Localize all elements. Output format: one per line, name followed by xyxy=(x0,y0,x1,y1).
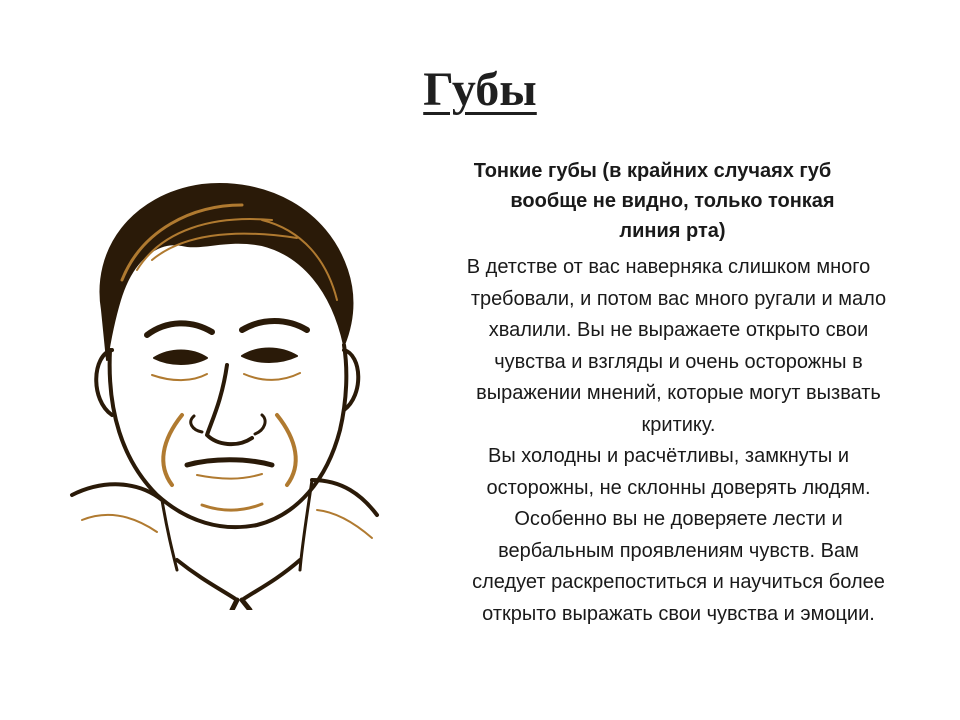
thin-lips xyxy=(187,460,272,465)
description-paragraph-2: Вы холодны и расчётливы, замкнуты и осторожны, не склонны доверять людям. Особенно вы не доверяете лести и вербальным проявлениям чувств. Вам следует раскрепоститься и научиться более открыто выражать свои чувства и эмоции. xyxy=(472,445,885,625)
description-paragraph-1: В детстве от вас наверняка слишком много требовали, и потом вас много ругали и мало хвалили. Вы не выражаете открыто свои чувства и взгляды и очень осторожны в выражении мнений, которые могут вызвать критику. xyxy=(466,256,887,436)
slide-title: Губы xyxy=(423,63,537,116)
description-text-block xyxy=(440,156,895,630)
face-outline xyxy=(110,345,347,527)
portrait-sketch xyxy=(62,160,382,610)
hair xyxy=(100,184,352,360)
lips-type-heading: Тонкие губы (в крайних случаях губ вообще не видно, только тонкая линия рта) xyxy=(473,160,835,242)
